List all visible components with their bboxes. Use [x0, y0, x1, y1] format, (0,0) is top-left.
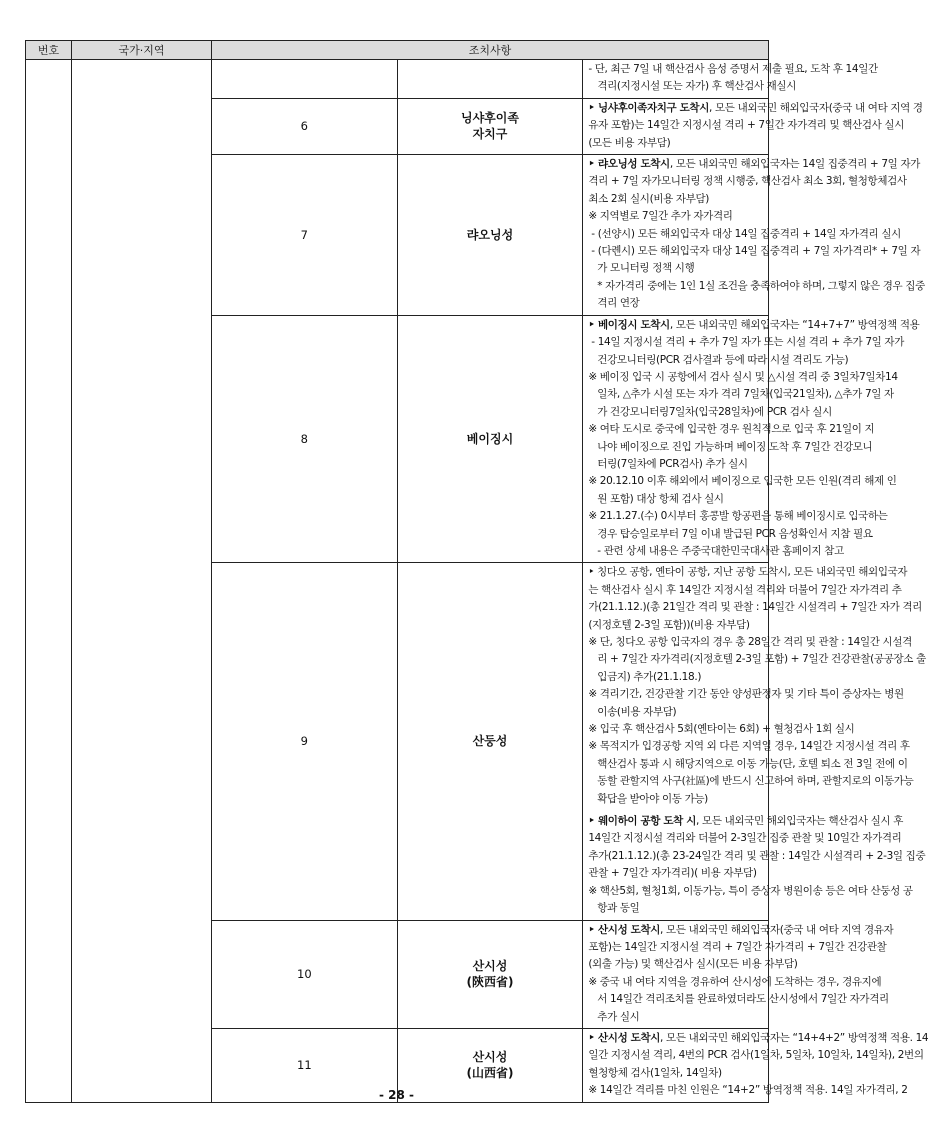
- text-line: ※ 베이징 입국 시 공항에서 검사 실시 및 △시설 격리 중 3일차7일차14: [588, 370, 898, 383]
- region-number: 8: [212, 315, 398, 563]
- page-number: - 28 -: [378, 1088, 414, 1102]
- region-measures: [583, 155, 925, 316]
- text-line: 관찰 + 7일간 자가격리)( 비용 자부담): [588, 867, 757, 880]
- text-line: ‣ 웨이하이 공항 도착 시, 모든 내외국민 해외입국자는 핵산검사 실시 후: [588, 815, 904, 828]
- lead-phrase: ‣ 산시성 도착시: [588, 923, 661, 936]
- region-measures: [583, 563, 926, 920]
- text-line: 14일간 지정시설 격리와 더불어 2-3일간 집중 관찰 및 10일간 자가격리: [588, 832, 902, 845]
- text-line: ※ 지역별로 7일간 추가 자가격리: [588, 210, 733, 223]
- text-line: 격리 + 7일 자가모니터링 정책 시행중, 핵산검사 최소 3회, 혈청항체검사: [588, 175, 907, 188]
- text-line: 확답을 받아야 이동 가능): [588, 792, 708, 805]
- text-line: 터링(7일차에 PCR검사) 추가 실시: [588, 457, 748, 470]
- text-line: 나야 베이징으로 진입 가능하며 베이징 도착 후 7일간 건강모니: [588, 440, 873, 453]
- text-line: ※ 여타 도시로 중국에 입국한 경우 원칙적으로 입국 후 21일이 지: [588, 423, 875, 436]
- text-line: 는 핵산검사 실시 후 14일간 지정시설 격리와 더불어 7일간 자가격리 추: [588, 583, 902, 596]
- country-cell: [72, 60, 212, 1103]
- region-number: 7: [212, 155, 398, 316]
- text-line: 가 모니터링 정책 시행: [588, 262, 695, 275]
- text-line: - (다롄시) 모든 해외입국자 대상 14일 집중격리 + 7일 자가격리* + 7일 자: [588, 245, 921, 258]
- region-name-line: 닝샤후이족: [461, 111, 519, 126]
- region-name-line: 산시성: [472, 959, 508, 974]
- region-number: 11: [212, 1028, 398, 1102]
- region-name-line: (山西省): [466, 1066, 514, 1081]
- text-line: 추가 실시: [588, 1010, 640, 1023]
- region-measures: [583, 98, 923, 154]
- text-line: ※ 20.12.10 이후 해외에서 베이징으로 입국한 모든 인원(격리 해제 인: [588, 475, 897, 488]
- text-line: ※ 14일간 격리를 마친 인원은 “14+2” 방역정책 적용. 14일 자가격리, 2: [588, 1084, 908, 1097]
- text-line: ‣ 칭다오 공항, 옌타이 공항, 지난 공항 도착시, 모든 내외국민 해외입국자: [588, 566, 908, 579]
- region-name-line: 산둥성: [472, 734, 508, 749]
- measures-table: [25, 40, 928, 1103]
- text-line: 추가(21.1.12.)(총 23-24일간 격리 및 관찰 : 14일간 시설격리 + 2-3일 집중: [588, 849, 926, 862]
- text-line: 가(21.1.12.)(총 21일간 격리 및 관찰 : 14일간 시설격리 + 7일간 자가 격리: [588, 601, 922, 614]
- measures-cell: [583, 60, 878, 99]
- text-line: ※ 중국 내 여타 지역을 경유하여 산시성에 도착하는 경우, 경유지에: [588, 975, 882, 988]
- text-line: 입금지) 추가(21.1.18.): [588, 670, 702, 683]
- text-line: 항과 동일: [588, 902, 640, 915]
- region-name-line: (陝西省): [466, 975, 514, 990]
- text-line: 서 14일간 격리조치를 완료하였더라도 산시성에서 7일간 자가격리: [588, 993, 889, 1006]
- region-measures: [583, 315, 920, 563]
- region-name-line: 자치구: [472, 127, 508, 142]
- lead-phrase: ‣ 산시성 도착시: [588, 1031, 661, 1044]
- text-line: 핵산검사 통과 시 해당지역으로 이동 가능(단, 호텔 퇴소 전 3일 전에 이: [588, 757, 908, 770]
- text-line: ‣ 산시성 도착시, 모든 내외국민 해외입국자는 “14+4+2” 방역정책 적용. 14: [588, 1031, 928, 1044]
- text-line: (지정호텔 2-3일 포함))(비용 자부담): [588, 618, 750, 631]
- lead-phrase: ‣ 닝샤후이족자치구 도착시: [588, 101, 710, 114]
- region-measures: [583, 920, 894, 1028]
- text-line: 유자 포함)는 14일간 지정시설 격리 + 7일간 자가격리 및 핵산검사 실시: [588, 119, 904, 132]
- region-number: 10: [212, 920, 398, 1028]
- header-measures: 조치사항: [212, 41, 769, 60]
- text-line: 격리 연장: [588, 297, 640, 310]
- text-line: * 자가격리 중에는 1인 1실 조건을 충족하여야 하며, 그렇지 않은 경우 집중: [588, 279, 925, 292]
- text-line: ※ 단, 칭다오 공항 입국자의 경우 총 28일간 격리 및 관찰 : 14일간 시설격: [588, 636, 912, 648]
- region-name-line: 베이징시: [466, 432, 514, 447]
- lead-phrase: ‣ 베이징시 도착시: [588, 318, 670, 331]
- region-name-cell: [397, 60, 583, 99]
- text-line: ※ 입국 후 핵산검사 5회(옌타이는 6회) + 혈청검사 1회 실시: [588, 723, 855, 736]
- text-line: ※ 핵산5회, 혈청1회, 이동가능, 특이 증상자 병원이송 등은 여타 산둥성 공: [588, 884, 913, 897]
- text-line: 리 + 7일간 자가격리(지정호텔 2-3일 포함) + 7일간 건강관찰(공공장소 출: [588, 653, 926, 666]
- text-line: ‣ 베이징시 도착시, 모든 내외국민 해외입국자는 “14+7+7” 방역정책 적용: [588, 318, 920, 331]
- text-line: 일간 지정시설 격리, 4번의 PCR 검사(1일차, 5일차, 10일차, 14일차), 2번의: [588, 1049, 924, 1062]
- region-number: 9: [212, 563, 398, 920]
- number-cell: [26, 60, 72, 1103]
- header-number: 번호: [26, 41, 72, 60]
- text-line: ※ 21.1.27.(수) 0시부터 홍콩발 항공편을 통해 베이징시로 입국하는: [588, 510, 888, 523]
- text-line: 건강모니터링(PCR 검사결과 등에 따라 시설 격리도 가능): [588, 353, 849, 366]
- region-number: 6: [212, 98, 398, 154]
- text-line: 혈청항체 검사(1일차, 14일차): [588, 1066, 722, 1079]
- text-line: ※ 목적지가 입경공항 지역 외 다른 지역일 경우, 14일간 지정시설 격리 후: [588, 740, 910, 753]
- text-line: - 14일 지정시설 격리 + 추가 7일 자가 또는 시설 격리 + 추가 7일 자가: [588, 336, 905, 349]
- text-line: 이송(비용 자부담): [588, 705, 677, 718]
- text-line: - 관련 상세 내용은 주중국대한민국대사관 홈페이지 참고: [588, 544, 844, 557]
- text-line: 가 건강모니터링7일차(입국28일차)에 PCR 검사 실시: [588, 405, 832, 418]
- region-name-line: 산시성: [472, 1050, 508, 1065]
- text-line: ‣ 랴오닝성 도착시, 모든 내외국민 해외입국자는 14일 집중격리 + 7일 자가: [588, 158, 921, 171]
- text-line: 원 포함) 대상 항체 검사 실시: [588, 492, 724, 505]
- continuation-row: [26, 60, 769, 99]
- text-line: 최소 2회 실시(비용 자부담): [588, 192, 710, 205]
- text-line: 동할 관할지역 사구(社區)에 반드시 신고하여 하며, 관할지로의 이동가능: [588, 775, 914, 788]
- text-line: (외출 가능) 및 핵산검사 실시(모든 비용 자부담): [588, 958, 798, 971]
- text-line: - (선양시) 모든 해외입국자 대상 14일 집중격리 + 14일 자가격리 실시: [588, 227, 901, 240]
- text-line: - 단, 최근 7일 내 핵산검사 음성 증명서 제출 필요, 도착 후 14일간: [588, 63, 878, 75]
- table-header-row: [26, 41, 769, 60]
- text-line: 일차, △추가 시설 또는 자가 격리 7일차(입국21일차), △추가 7일 자: [588, 388, 894, 401]
- lead-phrase: ‣ 랴오닝성 도착시: [588, 158, 670, 171]
- text-line: 포함)는 14일간 지정시설 격리 + 7일간 자가격리 + 7일간 건강관찰: [588, 940, 887, 953]
- document-page: [25, 40, 928, 1103]
- region-name: [397, 315, 583, 563]
- region-name: [397, 563, 583, 920]
- region-name-line: 랴오닝성: [466, 227, 514, 242]
- region-number-cell: [212, 60, 398, 99]
- region-name: [397, 920, 583, 1028]
- region-name: [397, 98, 583, 154]
- region-name: [397, 155, 583, 316]
- text-line: ‣ 닝샤후이족자치구 도착시, 모든 내외국민 해외입국자(중국 내 여타 지역 경: [588, 101, 923, 114]
- lead-phrase: ‣ 웨이하이 공항 도착 시: [588, 815, 697, 828]
- text-line: ‣ 산시성 도착시, 모든 내외국민 해외입국자(중국 내 여타 지역 경유자: [588, 923, 894, 936]
- text-line: ※ 격리기간, 건강관찰 기간 동안 양성판정자 및 기타 특이 증상자는 병원: [588, 688, 904, 701]
- header-country: 국가·지역: [72, 41, 212, 60]
- text-line: 격리(지정시설 또는 자가) 후 핵산검사 재실시: [597, 80, 797, 93]
- text-line: 경우 탑승일로부터 7일 이내 발급된 PCR 음성확인서 지참 필요: [588, 527, 873, 540]
- text-line: (모든 비용 자부담): [588, 136, 671, 149]
